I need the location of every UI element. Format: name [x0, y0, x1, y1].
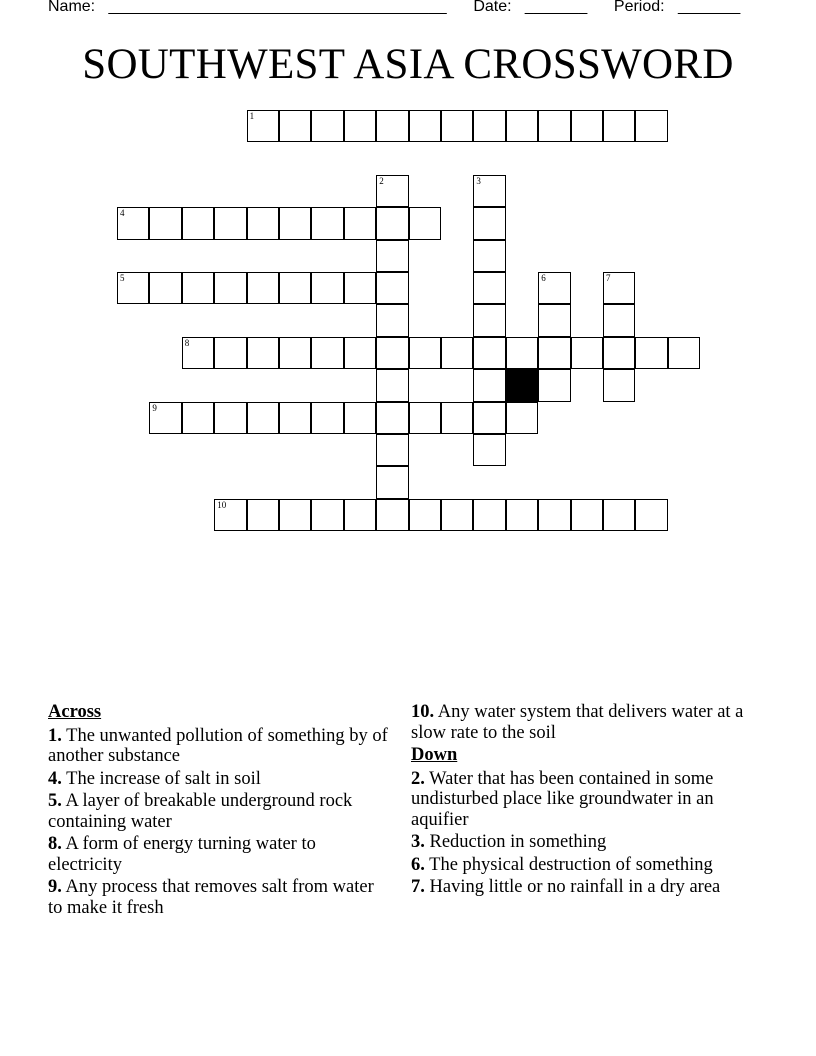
- crossword-cell[interactable]: [182, 207, 214, 239]
- crossword-cell[interactable]: [182, 272, 214, 304]
- down-clue: [411, 855, 771, 876]
- crossword-cell[interactable]: [635, 110, 667, 142]
- crossword-cell[interactable]: [149, 402, 181, 434]
- across-clue: [48, 726, 388, 767]
- crossword-cell[interactable]: [538, 499, 570, 531]
- crossword-cell[interactable]: [473, 337, 505, 369]
- crossword-cell[interactable]: [344, 272, 376, 304]
- crossword-cell[interactable]: [506, 499, 538, 531]
- crossword-cell[interactable]: [182, 337, 214, 369]
- clue-number-label: 9: [152, 402, 157, 413]
- clue-text: Any process that removes salt from water to make it fresh: [48, 877, 374, 918]
- date-label: Date:: [473, 0, 512, 15]
- page-title: SOUTHWEST ASIA CROSSWORD: [82, 41, 734, 88]
- clue-number: 1.: [48, 725, 62, 746]
- crossword-cell[interactable]: [571, 499, 603, 531]
- crossword-cell[interactable]: [214, 337, 246, 369]
- clue-text: Water that has been contained in some undisturbed place like groundwater in an aquifier: [411, 768, 714, 830]
- crossword-cell[interactable]: [279, 499, 311, 531]
- crossword-cell[interactable]: [506, 402, 538, 434]
- clue-text: The unwanted pollution of something by of another substance: [48, 725, 388, 766]
- clue-text: Having little or no rainfall in a dry area: [429, 877, 721, 897]
- crossword-cell[interactable]: [603, 337, 635, 369]
- crossword-cell[interactable]: [149, 207, 181, 239]
- crossword-cell[interactable]: [571, 337, 603, 369]
- crossword-cell[interactable]: [473, 369, 505, 401]
- down-clue: [411, 877, 771, 898]
- crossword-cell[interactable]: [344, 207, 376, 239]
- crossword-cell[interactable]: [376, 369, 408, 401]
- clues-left-column: [48, 702, 388, 920]
- crossword-cell[interactable]: [473, 304, 505, 336]
- crossword-cell[interactable]: [214, 272, 246, 304]
- clue-number: 6.: [411, 854, 425, 875]
- crossword-cell[interactable]: [247, 337, 279, 369]
- crossword-cell[interactable]: [279, 337, 311, 369]
- crossword-cell[interactable]: [344, 337, 376, 369]
- crossword-cell[interactable]: [344, 110, 376, 142]
- crossword-cell[interactable]: [247, 207, 279, 239]
- crossword-cell[interactable]: [409, 207, 441, 239]
- crossword-cell[interactable]: [376, 207, 408, 239]
- clue-number: 10.: [411, 702, 435, 722]
- clue-text: The physical destruction of something: [429, 854, 713, 875]
- across-clue: [411, 702, 771, 743]
- date-blank[interactable]: _______: [524, 0, 588, 15]
- down-heading: Down: [411, 745, 458, 765]
- crossword-cell[interactable]: [409, 337, 441, 369]
- clue-number-label: 7: [606, 273, 611, 283]
- crossword-cell[interactable]: [311, 402, 343, 434]
- clue-text: Any water system that delivers water at a slow rate to the soil: [411, 702, 744, 743]
- crossword-cell[interactable]: [473, 434, 505, 466]
- crossword-cell[interactable]: [473, 402, 505, 434]
- crossword-cell[interactable]: [376, 434, 408, 466]
- crossword-cell[interactable]: [214, 402, 246, 434]
- crossword-cell[interactable]: [376, 175, 408, 207]
- crossword-cell[interactable]: [247, 402, 279, 434]
- across-clue: [48, 877, 388, 918]
- crossword-cell[interactable]: [376, 499, 408, 531]
- crossword-cell[interactable]: [473, 272, 505, 304]
- down-clue: [411, 832, 771, 853]
- crossword-cell[interactable]: [506, 337, 538, 369]
- crossword-cell[interactable]: [344, 402, 376, 434]
- down-clue: [411, 769, 771, 831]
- clue-number-label: 6: [541, 273, 546, 283]
- across-clue: [48, 791, 388, 832]
- clue-number-label: 8: [184, 337, 190, 348]
- crossword-cell[interactable]: [409, 499, 441, 531]
- clue-number: 7.: [411, 877, 425, 897]
- crossword-cell[interactable]: [376, 337, 408, 369]
- clue-number: 8.: [48, 834, 62, 854]
- crossword-cell[interactable]: [473, 207, 505, 239]
- crossword-cell[interactable]: [376, 304, 408, 336]
- crossword-cell[interactable]: [603, 304, 635, 336]
- crossword-cell[interactable]: [473, 240, 505, 272]
- name-blank[interactable]: ______________________________________: [108, 0, 447, 15]
- crossword-cell[interactable]: [311, 110, 343, 142]
- crossword-cell[interactable]: [473, 175, 505, 207]
- crossword-cell[interactable]: [473, 499, 505, 531]
- across-clue: [48, 834, 388, 875]
- crossword-cell[interactable]: [376, 402, 408, 434]
- crossword-cell[interactable]: [376, 466, 408, 498]
- crossword-cell[interactable]: [247, 499, 279, 531]
- crossword-cell[interactable]: [635, 499, 667, 531]
- clue-number-label: 10: [217, 499, 227, 510]
- crossword-cell[interactable]: [538, 272, 570, 304]
- crossword-cell[interactable]: [247, 272, 279, 304]
- crossword-cell[interactable]: [603, 369, 635, 401]
- clue-number-label: 1: [249, 111, 255, 121]
- name-label: Name:: [48, 0, 96, 15]
- crossword-cell[interactable]: [473, 110, 505, 142]
- crossword-cell[interactable]: [506, 110, 538, 142]
- crossword-cell[interactable]: [247, 110, 279, 142]
- black-cell: [506, 369, 538, 401]
- clue-number-label: 4: [120, 208, 125, 219]
- crossword-cell[interactable]: [441, 402, 473, 434]
- clue-number: 4.: [48, 768, 62, 789]
- crossword-cell[interactable]: [344, 499, 376, 531]
- period-blank[interactable]: _______: [677, 0, 741, 15]
- crossword-cell[interactable]: [668, 337, 700, 369]
- crossword-cell[interactable]: [376, 240, 408, 272]
- crossword-cell[interactable]: [376, 272, 408, 304]
- across-clue: [48, 769, 388, 790]
- crossword-cell[interactable]: [214, 207, 246, 239]
- clue-number: 3.: [411, 832, 425, 852]
- crossword-cell[interactable]: [409, 110, 441, 142]
- clue-text: A form of energy turning water to electricity: [48, 834, 316, 875]
- clue-number: 9.: [48, 877, 62, 897]
- crossword-cell[interactable]: [538, 110, 570, 142]
- crossword-cell[interactable]: [117, 272, 149, 304]
- crossword-cell[interactable]: [409, 402, 441, 434]
- crossword-cell[interactable]: [279, 207, 311, 239]
- clues-right-column: [411, 702, 771, 900]
- crossword-cell[interactable]: [441, 110, 473, 142]
- crossword-cell[interactable]: [603, 110, 635, 142]
- crossword-cell[interactable]: [441, 337, 473, 369]
- clue-number-label: 2: [379, 175, 384, 186]
- crossword-cell[interactable]: [311, 499, 343, 531]
- crossword-cell[interactable]: [214, 499, 246, 531]
- clue-number-label: 5: [120, 273, 125, 283]
- clue-number-label: 3: [476, 175, 481, 186]
- clue-number: 2.: [411, 768, 425, 789]
- crossword-cell[interactable]: [538, 304, 570, 336]
- clue-text: A layer of breakable underground rock containing water: [48, 791, 353, 832]
- crossword-cell[interactable]: [635, 337, 667, 369]
- clue-text: The increase of salt in soil: [66, 768, 261, 789]
- crossword-cell[interactable]: [571, 110, 603, 142]
- crossword-cell[interactable]: [311, 337, 343, 369]
- crossword-cell[interactable]: [311, 207, 343, 239]
- crossword-cell[interactable]: [538, 369, 570, 401]
- crossword-cell[interactable]: [376, 110, 408, 142]
- period-label: Period:: [613, 0, 665, 15]
- crossword-cell[interactable]: [538, 337, 570, 369]
- crossword-cell[interactable]: [279, 110, 311, 142]
- crossword-cell[interactable]: [117, 207, 149, 239]
- crossword-cell[interactable]: [603, 272, 635, 304]
- crossword-cell[interactable]: [603, 499, 635, 531]
- crossword-cell[interactable]: [279, 272, 311, 304]
- crossword-cell[interactable]: [149, 272, 181, 304]
- across-heading: Across: [48, 702, 102, 722]
- crossword-cell[interactable]: [311, 272, 343, 304]
- clue-text: Reduction in something: [429, 832, 607, 852]
- clue-number: 5.: [48, 791, 62, 811]
- crossword-cell[interactable]: [441, 499, 473, 531]
- crossword-cell[interactable]: [279, 402, 311, 434]
- crossword-cell[interactable]: [182, 402, 214, 434]
